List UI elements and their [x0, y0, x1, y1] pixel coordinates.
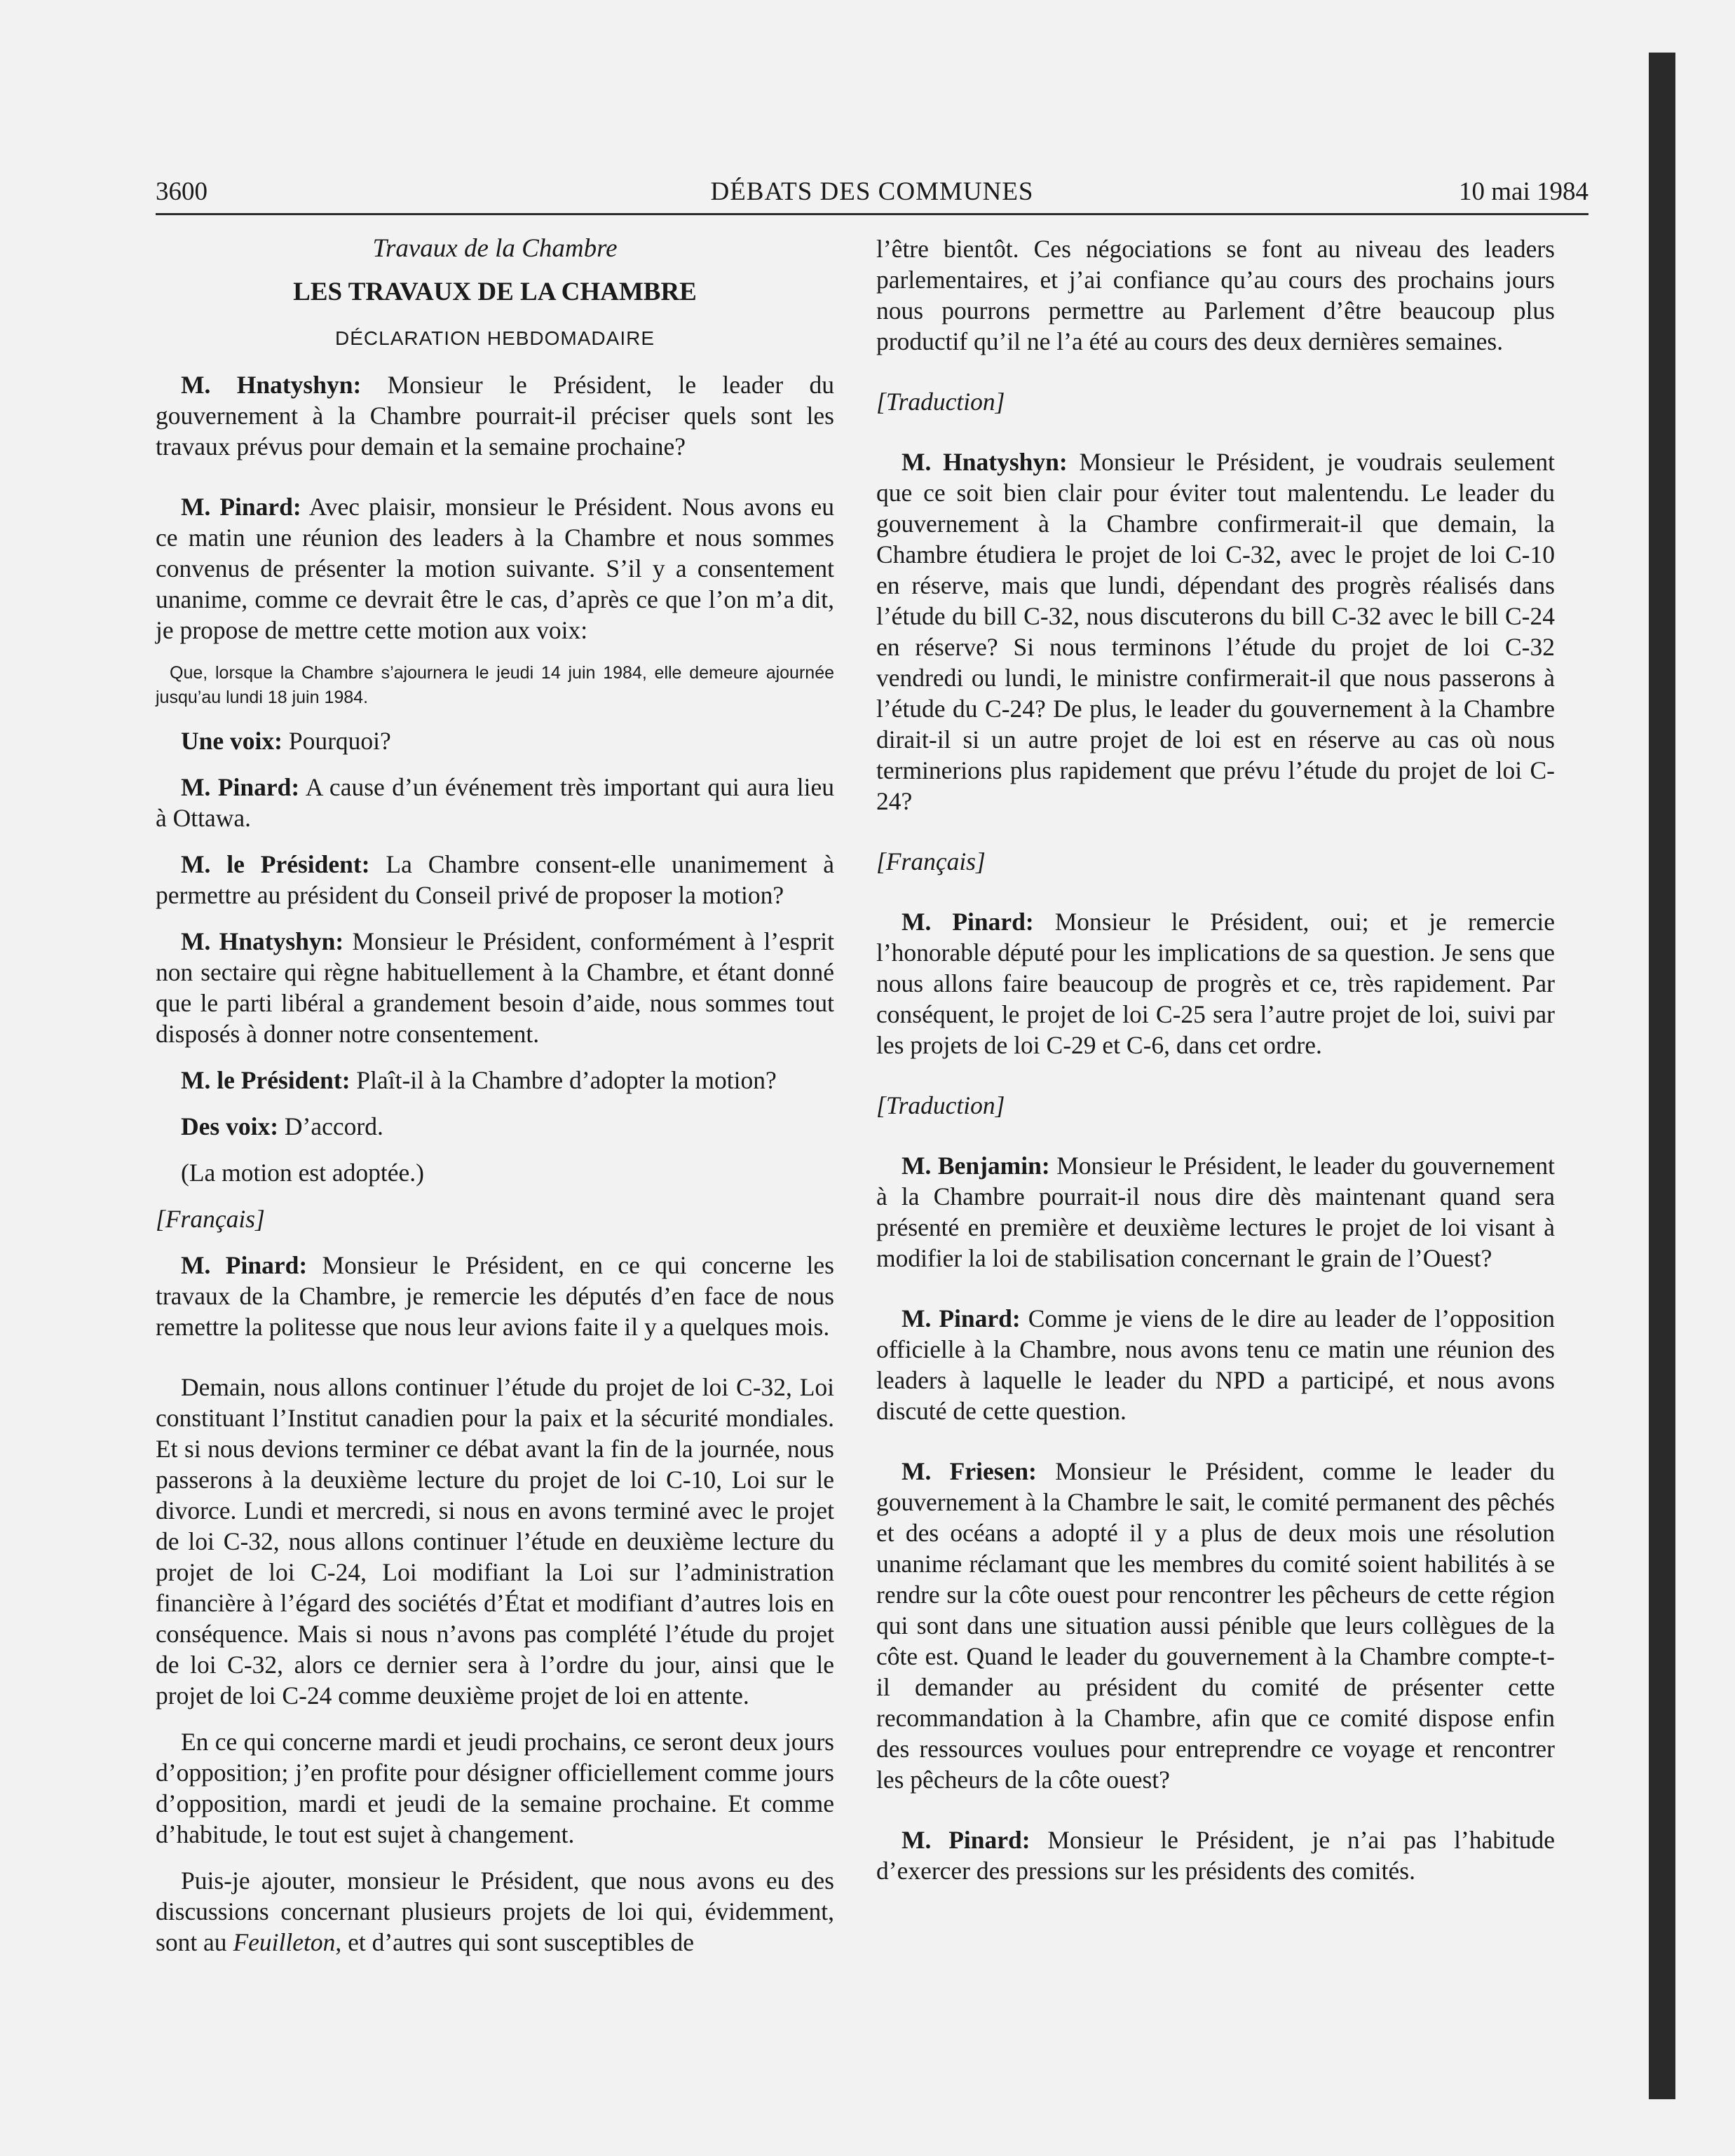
speech-paragraph: Des voix: D’accord. [181, 1112, 383, 1140]
language-tag: [Traduction] [876, 1091, 1005, 1119]
section-heading: LES TRAVAUX DE LA CHAMBRE [293, 278, 697, 306]
hansard-page [156, 174, 1588, 1956]
speech-paragraph: M. Friesen: Monsieur le Président, comme le leader du gouvernement à la Chambre le sait, le comité permanent des pêchés et des océans a adopté il y a plus de deux mois une résolution unanime réclamant que les membres du comité soient habilités à se rendre sur la côte ouest pour rencontrer les pêcheurs de cette région qui sont dans une situation aussi pénible que leurs collègues de la côte est. Quand le leader du gouvernement à la Chambre compte-t-il demander au président du comité de présenter cette recommandation à la Chambre, afin que ce comité dispose enfin des ressources voulues pour entreprendre ce voyage et rencontrer les pêcheurs de la côte ouest? [876, 1457, 1555, 1794]
speech-paragraph: M. le Président: La Chambre consent-elle unanimement à permettre au président du Conseil privé de proposer la motion? [156, 850, 834, 909]
speech-paragraph: Demain, nous allons continuer l’étude du projet de loi C-32, Loi constituant l’Institut canadien pour la paix et la sécurité mondiales. Et si nous devions terminer ce débat avant la fin de la journée, nous passerons à la deuxième lecture du projet de loi C-10, Loi sur le divorce. Lundi et mercredi, si nous en avons terminé avec le projet de loi C-32, nous allons continuer l’étude en deuxième lecture du projet de loi C-24, Loi modifiant la Loi sur l’administration financière à l’égard des sociétés d’État et modifiant d’autres lois en conséquence. Mais si nous n’avons pas complété l’étude du projet de loi C-32, alors ce dernier sera à l’ordre du jour, ainsi que le projet de loi C-24 comme deuxième projet de loi en attente. [156, 1373, 834, 1710]
speaker-name: M. Pinard: [181, 773, 300, 801]
page-date: 10 mai 1984 [1459, 177, 1588, 206]
speech-paragraph: M. Hnatyshyn: Monsieur le Président, je voudrais seulement que ce soit bien clair pour éviter tout malentendu. Le leader du gouvernement à la Chambre confirmerait-il que demain, la Chambre étudiera le projet de loi C-32, avec le projet de loi C-10 en réserve, mais que lundi, dépendant des progrès réalisés dans l’étude du bill C-32, nous discuterons du bill C-32 avec le bill C-24 en réserve? Si nous terminons l’étude du projet de loi C-32 vendredi ou lundi, le ministre confirmerait-il que nous passerons à l’étude du C-24? De plus, le leader du gouvernement à la Chambre dirait-il si un autre projet de loi est en réserve au cas où nous terminerions plus rapidement que prévu l’étude du projet de loi C-24? [876, 448, 1555, 815]
speech-paragraph: M. Pinard: Monsieur le Président, oui; et je remercie l’honorable député pour les implications de sa question. Je sens que nous allons faire beaucoup de progrès et ce, très rapidement. Par conséquent, le projet de loi C-25 sera l’autre projet de loi, suivi par les projets de loi C-29 et C-6, dans cet ordre. [876, 908, 1555, 1059]
speaker-name: M. le Président: [181, 850, 370, 878]
language-tag: [Traduction] [876, 388, 1005, 416]
speaker-name: Des voix: [181, 1112, 279, 1140]
speaker-name: M. Pinard: [901, 1304, 1021, 1332]
procedural-note: (La motion est adoptée.) [181, 1159, 424, 1187]
section-subheading: DÉCLARATION HEBDOMADAIRE [335, 327, 655, 349]
speaker-name: M. Hnatyshyn: [901, 448, 1068, 476]
speech-paragraph: M. le Président: Plaît-il à la Chambre d’adopter la motion? [181, 1066, 777, 1094]
speech-paragraph: Puis-je ajouter, monsieur le Président, que nous avons eu des discussions concernant plusieurs projets de loi qui, évidemment, sont au Feuilleton, et d’autres qui sont susceptibles de [156, 1867, 834, 1956]
speaker-name: M. Pinard: [181, 493, 301, 521]
speech-paragraph: M. Pinard: Monsieur le Président, je n’ai pas l’habitude d’exercer des pressions sur les présidents des comités. [876, 1826, 1555, 1885]
speech-paragraph: Une voix: Pourquoi? [181, 727, 391, 755]
speaker-name: Une voix: [181, 727, 283, 755]
speaker-name: M. le Président: [181, 1066, 351, 1094]
speaker-name: M. Pinard: [901, 1826, 1030, 1854]
speech-paragraph: M. Pinard: Avec plaisir, monsieur le Président. Nous avons eu ce matin une réunion des leaders à la Chambre et nous sommes convenus de présenter la motion suivante. S’il y a consentement unanime, comme ce devrait être le cas, d’après ce que l’on m’a dit, je propose de mettre cette motion aux voix: [156, 493, 834, 644]
language-tag: [Français] [156, 1205, 265, 1233]
speech-paragraph: M. Benjamin: Monsieur le Président, le leader du gouvernement à la Chambre pourrait-il nous dire dès maintenant quand sera présenté en première et deuxième lectures le projet de loi visant à modifier la loi de stabilisation concernant le grain de l’Ouest? [876, 1152, 1555, 1272]
speaker-name: M. Pinard: [901, 908, 1034, 936]
right-column [876, 229, 1555, 1886]
speaker-name: M. Benjamin: [901, 1152, 1050, 1180]
speech-paragraph: l’être bientôt. Ces négociations se font au niveau des leaders parlementaires, et j’ai confiance qu’au cours des prochains jours nous pourrons permettre au Parlement d’être beaucoup plus productif qu’il ne l’a été au cours des deux dernières semaines. [876, 235, 1555, 355]
speech-paragraph: En ce qui concerne mardi et jeudi prochains, ce seront deux jours d’opposition; j’en profite pour désigner officiellement comme jours d’opposition, mardi et jeudi de la semaine prochaine. Et comme d’habitude, le tout est sujet à changement. [156, 1728, 834, 1848]
scan-edge [1649, 53, 1675, 2099]
publication-title: DÉBATS DES COMMUNES [710, 177, 1034, 206]
language-tag: [Français] [876, 847, 986, 875]
italic-term: Feuilleton [233, 1928, 336, 1956]
speech-paragraph: M. Pinard: Comme je viens de le dire au leader de l’opposition officielle à la Chambre, nous avons tenu ce matin une réunion des leaders à laquelle le leader du NPD a participé, et nous avons discuté de cette question. [876, 1304, 1555, 1425]
speaker-name: M. Hnatyshyn: [181, 927, 344, 955]
speech-paragraph: M. Pinard: A cause d’un événement très important qui aura lieu à Ottawa. [156, 773, 834, 832]
page-number: 3600 [156, 177, 207, 206]
speech-paragraph: M. Hnatyshyn: Monsieur le Président, conformément à l’esprit non sectaire qui règne habituellement à la Chambre, et étant donné que le parti libéral a grandement besoin d’aide, nous sommes tout disposés à donner notre consentement. [156, 927, 835, 1048]
speech-paragraph: M. Hnatyshyn: Monsieur le Président, le leader du gouvernement à la Chambre pourrait-il préciser quels sont les travaux prévus pour demain et la semaine prochaine? [156, 371, 835, 460]
section-title: Travaux de la Chambre [372, 234, 618, 263]
left-column [156, 229, 834, 1958]
speaker-name: M. Friesen: [901, 1457, 1037, 1485]
speech-paragraph: M. Pinard: Monsieur le Président, en ce qui concerne les travaux de la Chambre, je remercie les députés d’en face de nous remettre la politesse que nous leur avions faite il y a quelques mois. [156, 1251, 834, 1341]
speaker-name: M. Pinard: [181, 1251, 308, 1279]
speaker-name: M. Hnatyshyn: [181, 371, 362, 399]
page-header [156, 174, 1588, 215]
motion-text: Que, lorsque la Chambre s’ajournera le jeudi 14 juin 1984, elle demeure ajournée jusqu’au lundi 18 juin 1984. [156, 663, 834, 707]
